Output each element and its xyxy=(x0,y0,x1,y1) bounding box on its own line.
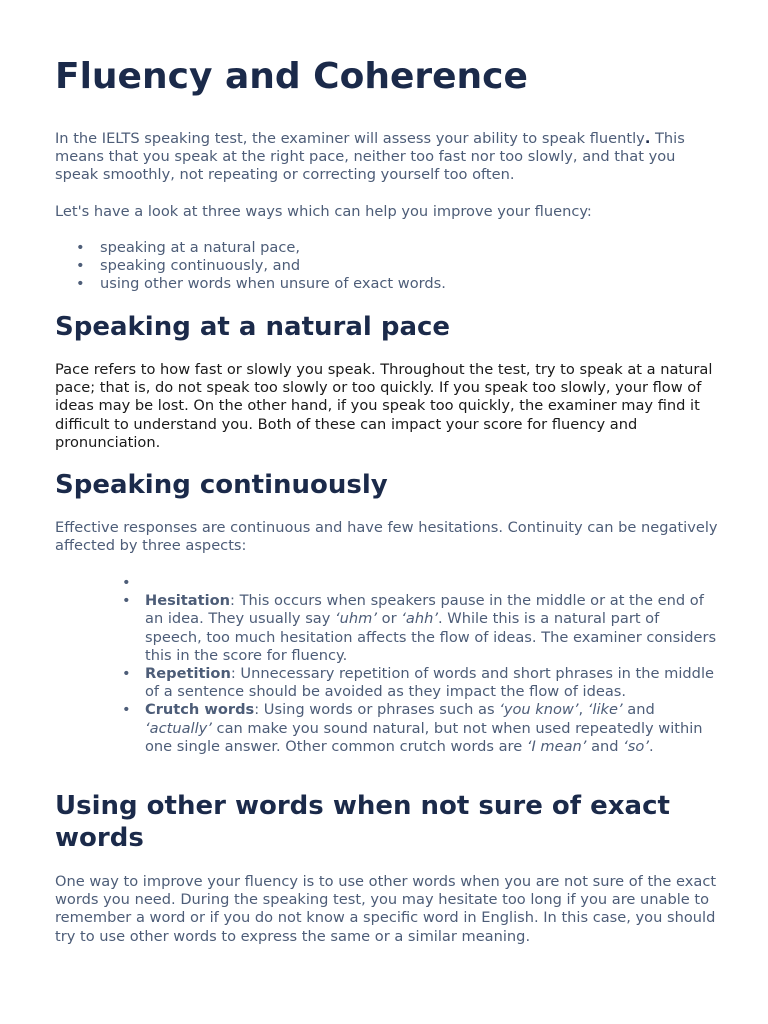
bullet-icon: • xyxy=(122,701,131,719)
term-repetition: Repetition xyxy=(145,665,231,683)
connector-comma: , xyxy=(578,701,588,719)
crutch-text: : Using words or phrases such as xyxy=(254,701,500,719)
intro-lead: Let's have a look at three ways which can help you improve your fluency: xyxy=(55,203,592,220)
hesitation-text-end: . While this is a natural part of speech, too much hesitation affects the flow of ideas. The examiner considers this in the score for fluency. xyxy=(145,610,717,664)
page-title: Fluency and Coherence xyxy=(55,56,528,97)
list-item xyxy=(55,275,720,293)
crutch-text-mid: can make you sound natural, but not when used repeatedly within one single answer. Other common crutch words are xyxy=(145,719,703,755)
example-actually: ‘actually’ xyxy=(145,719,212,737)
connector-and: and xyxy=(622,701,655,719)
bullet-icon: • xyxy=(122,665,131,683)
list-item-text: using other words when unsure of exact words. xyxy=(100,275,446,293)
list-item-repetition xyxy=(120,665,720,701)
bullet-icon: • xyxy=(76,257,85,275)
term-crutch-words: Crutch words xyxy=(145,701,255,719)
continuously-paragraph: Effective responses are continuous and have few hesitations. Continuity can be negatively affected by three aspects: xyxy=(55,519,718,555)
example-i-mean: ‘I mean’ xyxy=(526,737,587,755)
intro-list xyxy=(55,239,720,294)
list-item-empty xyxy=(120,574,720,592)
example-uhm: ‘uhm’ xyxy=(335,610,378,628)
list-item-crutch-words xyxy=(120,701,720,756)
bullet-icon: • xyxy=(76,275,85,293)
section-heading-other-words: Using other words when not sure of exact words xyxy=(55,791,670,853)
other-words-paragraph: One way to improve your fluency is to use other words when you are not sure of the exact words you need. During the speaking test, you may hesitate too long if you are unable to remember a word or if you do not know a specific word in English. In this case, you should try to use other words to express the same or a similar meaning. xyxy=(55,873,717,945)
list-item-text: speaking continuously, and xyxy=(100,257,301,275)
example-so: ‘so’ xyxy=(623,737,649,755)
natural-pace-paragraph: Pace refers to how fast or slowly you speak. Throughout the test, try to speak at a natural pace; that is, do not speak too slowly or too quickly. If you speak too slowly, your flow of ideas may be lost. On the other hand, if you speak too quickly, the examiner may find it difficult to understand you. Both of these can impact your score for fluency and pronunciation. xyxy=(55,361,713,451)
section-heading-natural-pace: Speaking at a natural pace xyxy=(55,312,451,342)
bullet-icon: • xyxy=(122,574,131,591)
section-heading-continuously: Speaking continuously xyxy=(55,470,388,500)
bullet-icon: • xyxy=(76,239,85,256)
list-item xyxy=(55,239,720,257)
intro-period: . xyxy=(644,130,651,147)
crutch-text-end: . xyxy=(648,737,654,755)
example-ahh: ‘ahh’ xyxy=(401,610,438,628)
aspects-list xyxy=(120,574,720,756)
term-hesitation: Hesitation xyxy=(145,592,231,610)
repetition-text: : Unnecessary repetition of words and short phrases in the middle of a sentence should be avoided as they impact the flow of ideas. xyxy=(145,665,714,701)
list-item-hesitation xyxy=(120,592,720,665)
hesitation-text: : This occurs when speakers pause in the middle or at the end of an idea. They usually say xyxy=(145,592,704,628)
bullet-icon: • xyxy=(122,592,131,610)
list-item-text: speaking at a natural pace, xyxy=(100,239,300,256)
intro-paragraph xyxy=(55,130,720,185)
example-like: ‘like’ xyxy=(587,701,623,719)
connector-and-2: and xyxy=(586,737,624,755)
intro-text-a: In the IELTS speaking test, the examiner will assess your ability to speak fluently xyxy=(55,130,645,147)
example-you-know: ‘you know’ xyxy=(499,701,579,719)
list-item xyxy=(55,257,720,275)
intro-text-b: This means that you speak at the right pace, neither too fast nor too slowly, and that you speak smoothly, not repeating or correcting yourself too often. xyxy=(55,130,685,184)
connector-or: or xyxy=(377,610,402,628)
